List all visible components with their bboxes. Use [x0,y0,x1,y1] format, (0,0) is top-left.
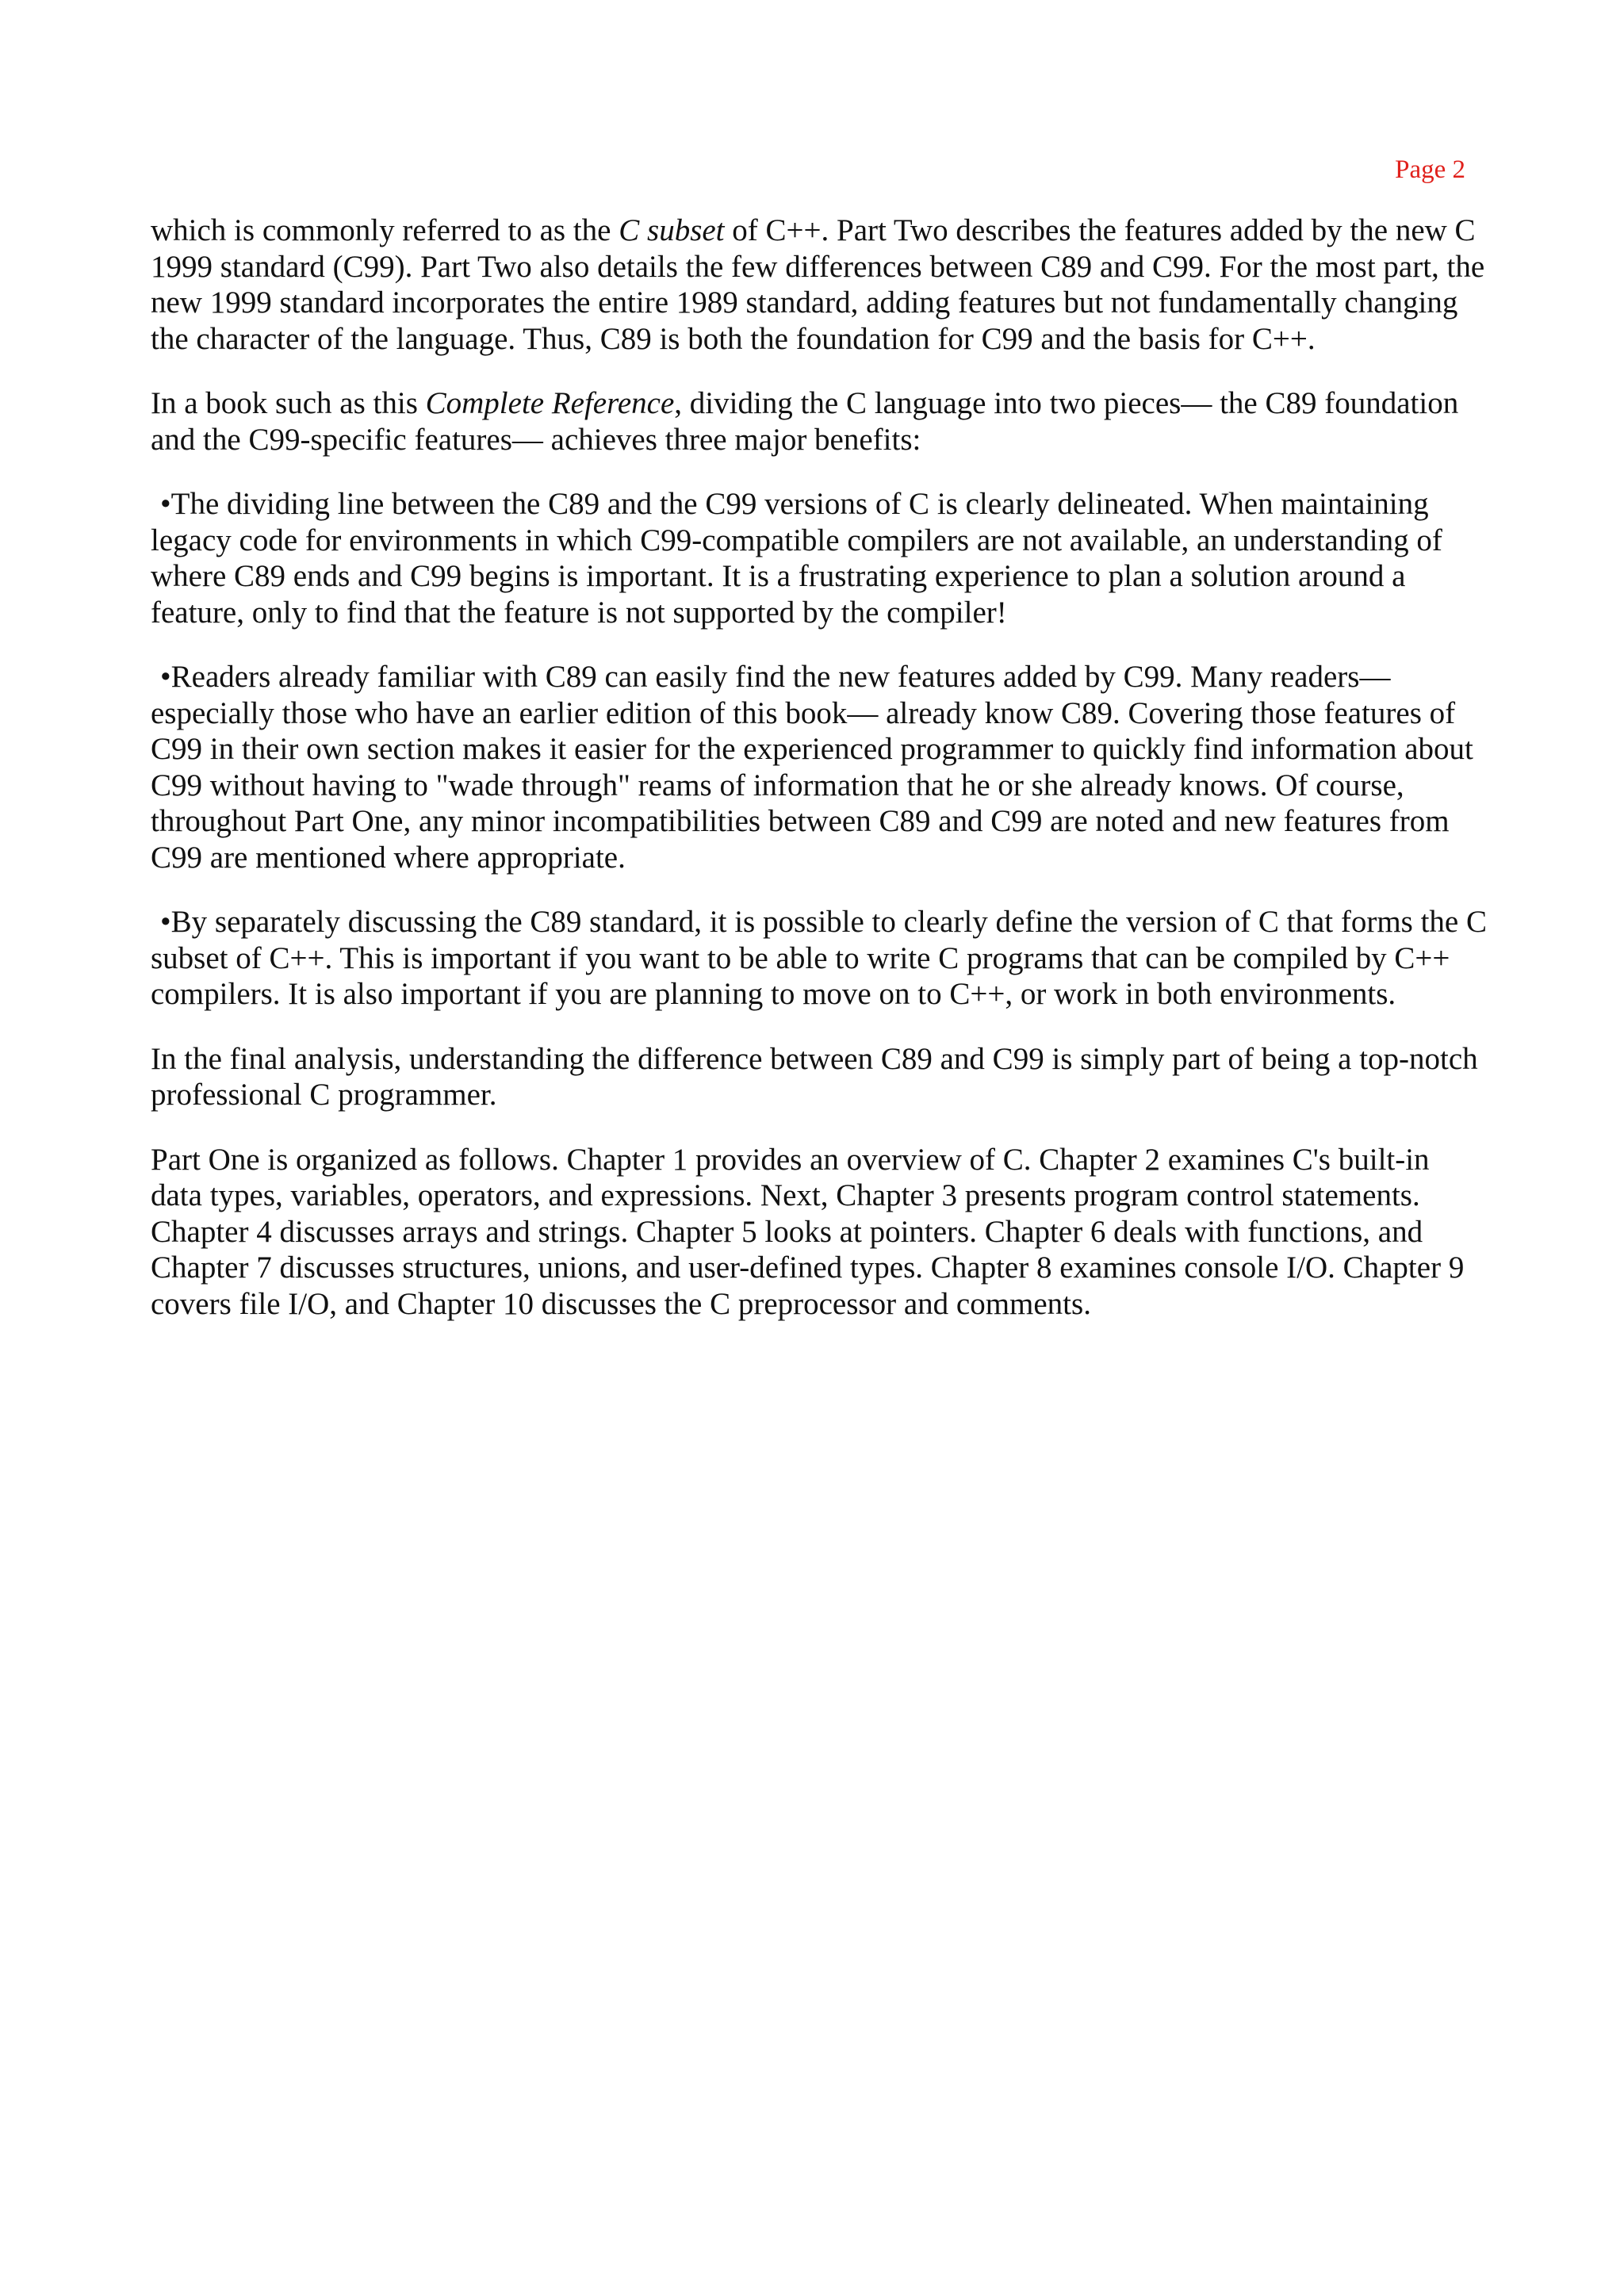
document-body [151,213,1487,1350]
italic-term: Complete Reference [425,386,675,420]
bullet-text: The dividing line between the C89 and the C99 versions of C is clearly delineated. When maintaining legacy code for environments in which C99-compatible compilers are not available, an understanding of where C89 ends and C99 begins is important. It is a frustrating experience to plan a solution around a feature, only to find that the feature is not supported by the compiler! [151,487,1442,630]
paragraph-text: which is commonly referred to as the [151,213,619,247]
bullet-item [151,486,1487,630]
paragraph-part-one-organization: Part One is organized as follows. Chapter 1 provides an overview of C. Chapter 2 examines C's built-in data types, variables, operators, and expressions. Next, Chapter 3 presents program control statements. Chapter 4 discusses arrays and strings. Chapter 5 looks at pointers. Chapter 6 deals with functions, and Chapter 7 discusses structures, unions, and user-defined types. Chapter 8 examines console I/O. Chapter 9 covers file I/O, and Chapter 10 discusses the C preprocessor and comments. [151,1142,1465,1321]
page-number: Page 2 [1395,155,1465,184]
bullet-item [151,904,1487,1013]
paragraph-complete-reference [151,385,1487,458]
italic-term: C subset [619,213,725,247]
paragraph-text: , dividing the C language into two pieces— the C89 foundation and the C99-specific features— achieves three major benefits: [151,386,1459,457]
bullet-icon: • [160,487,171,521]
bullet-icon: • [160,660,171,694]
bullet-item [151,659,1487,875]
bullet-text: Readers already familiar with C89 can easily find the new features added by C99. Many readers— especially those who have an earlier edition of this book— already know C89. Covering those features of C99 in their own section makes it easier for the experienced programmer to quickly find information about C99 without having to "wade through" reams of information that he or she already knows. Of course, throughout Part One, any minor incompatibilities between C89 and C99 are noted and new features from C99 are mentioned where appropriate. [151,660,1473,875]
paragraph-final-analysis: In the final analysis, understanding the difference between C89 and C99 is simply part of being a top-notch professional C programmer. [151,1041,1478,1112]
bullet-icon: • [160,905,171,939]
paragraph-c-subset [151,213,1487,357]
paragraph-text: In a book such as this [151,386,426,420]
bullet-text: By separately discussing the C89 standard, it is possible to clearly define the version of C that forms the C subset of C++. This is important if you want to be able to write C programs that can be compiled by C++ compilers. It is also important if you are planning to move on to C++, or work in both environments. [151,905,1488,1011]
paragraph-text: of C++. Part Two describes the features added by the new C 1999 standard (C99). Part Two also details the few differences between C89 and C99. For the most part, the new 1999 standard incorporates the entire 1989 standard, adding features but not fundamentally changing the character of the language. Thus, C89 is both the foundation for C99 and the basis for C++. [151,213,1485,356]
